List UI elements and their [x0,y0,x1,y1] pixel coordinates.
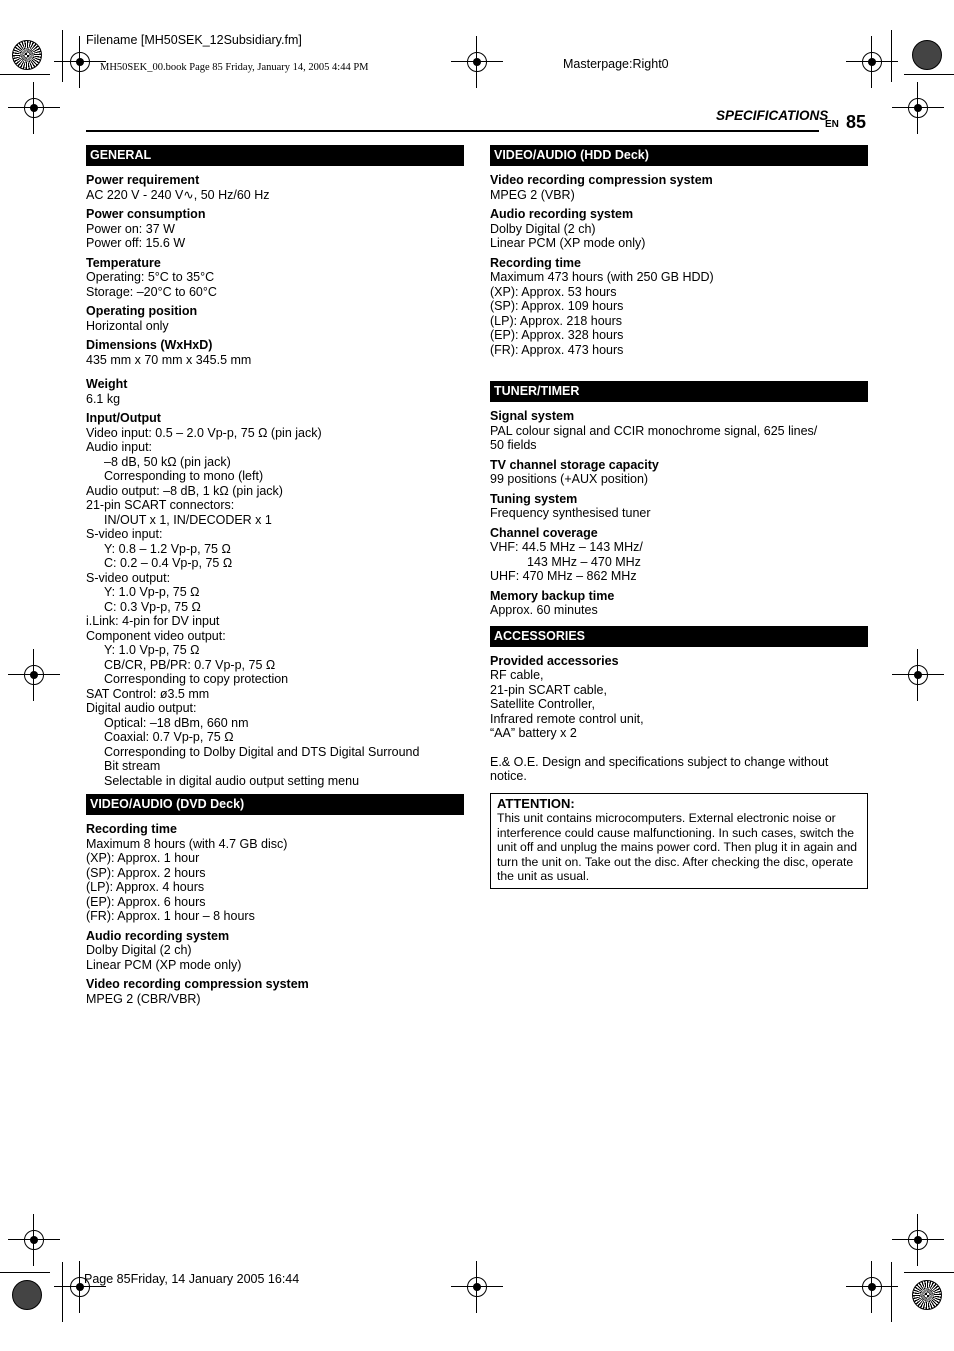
spec-label: TV channel storage capacity [490,457,659,472]
spec-value: 99 positions (+AUX position) [490,472,649,486]
spec-value: RF cable, [490,668,544,682]
registration-rosette-bottom-left [12,1280,42,1310]
crosshair-mark-top-right [856,46,888,78]
spec-label: Memory backup time [490,588,615,603]
right-column [490,145,868,889]
spec-value: PAL colour signal and CCIR monochrome signal, 625 lines/ [490,423,818,438]
spec-dvd-video-compression [86,977,464,1006]
spec-label: Recording time [490,255,581,270]
spec-value: Frequency synthesised tuner [490,506,651,520]
spec-label: Dimensions (WxHxD) [86,338,213,352]
spec-value: Horizontal only [86,318,169,333]
registration-rosette-bottom-right [912,1280,942,1310]
attention-title: ATTENTION: [497,795,575,811]
spec-value: Digital audio output: [86,701,197,715]
trim-mark [891,30,892,82]
spec-label: Audio recording system [86,928,230,943]
spec-value: C: 0.2 – 0.4 Vp-p, 75 Ω [104,556,233,570]
spec-label: Video recording compression system [490,173,713,187]
spec-value: Audio input: [86,440,153,454]
spec-value: (LP): Approx. 218 hours [490,313,623,328]
trim-mark [904,74,954,75]
header-rule [86,130,819,132]
spec-value: VHF: 44.5 MHz – 143 MHz/ [490,540,643,554]
filename-label: Filename [MH50SEK_12Subsidiary.fm] [86,33,302,47]
crosshair-mark-left-middle [18,659,50,691]
trim-mark [0,1272,50,1273]
spec-value: Maximum 473 hours (with 250 GB HDD) [490,270,714,284]
spec-value: Y: 1.0 Vp-p, 75 Ω [104,585,200,599]
masterpage-label: Masterpage:Right0 [563,57,669,71]
spec-value: (EP): Approx. 6 hours [86,894,206,909]
spec-value: S-video input: [86,527,163,541]
spec-value: Power on: 37 W [86,221,175,236]
spec-tuning-system [490,492,868,521]
page-number: 85 [846,112,867,132]
spec-label: Signal system [490,409,575,423]
crosshair-mark-bottom-center [461,1271,493,1303]
spec-value: IN/OUT x 1, IN/DECODER x 1 [104,512,272,527]
spec-value: (SP): Approx. 2 hours [86,865,206,880]
spec-value: 50 fields [490,438,537,452]
disclaimer-note: E.& O.E. Design and specifications subject to change without notice. [490,754,829,783]
spec-signal-system [490,409,868,453]
spec-value: Optical: –18 dBm, 660 nm [104,715,249,730]
spec-value: MPEG 2 (CBR/VBR) [86,991,201,1006]
spec-label: Channel coverage [490,525,598,540]
spec-provided-accessories [490,654,868,741]
spec-value: (XP): Approx. 1 hour [86,851,200,865]
spec-value: –8 dB, 50 kΩ (pin jack) [104,454,231,469]
spec-label: Operating position [86,304,198,318]
spec-value: SAT Control: ø3.5 mm [86,686,210,701]
language-code: EN [825,119,839,130]
spec-hdd-video-compression [490,173,868,202]
trim-mark [62,30,63,82]
book-info-label: MH50SEK_00.book Page 85 Friday, January 14, 2005 4:44 PM [100,62,369,73]
crosshair-mark-top-center [461,46,493,78]
spec-value: 143 MHz – 470 MHz [527,554,641,569]
spec-value: Bit stream [104,759,161,773]
crosshair-mark-right-middle [902,659,934,691]
spec-value: Corresponding to mono (left) [104,469,264,483]
spec-channel-coverage [490,526,868,584]
spec-value: Infrared remote control unit, [490,711,644,726]
spec-value: 21-pin SCART connectors: [86,498,235,512]
spec-value: MPEG 2 (VBR) [490,187,575,202]
spec-operating-position [86,304,464,333]
spec-label: Power consumption [86,207,206,221]
spec-value: Maximum 8 hours (with 4.7 GB disc) [86,836,288,851]
spec-label: Weight [86,377,128,391]
spec-power-requirement [86,173,464,202]
spec-value: Satellite Controller, [490,697,595,711]
section-heading-accessories: ACCESSORIES [490,626,868,647]
spec-value: Power off: 15.6 W [86,236,186,250]
crosshair-mark-bottom-right [856,1271,888,1303]
spec-value: Component video output: [86,628,226,643]
spec-value: Audio output: –8 dB, 1 kΩ (pin jack) [86,483,283,498]
spec-label: Audio recording system [490,207,634,221]
spec-value: AC 220 V - 240 V∿, 50 Hz/60 Hz [86,187,270,202]
spec-value: 21-pin SCART cable, [490,682,607,697]
spec-value: (SP): Approx. 109 hours [490,299,624,313]
spec-value: UHF: 470 MHz – 862 MHz [490,569,637,583]
running-header-title: SPECIFICATIONS [716,108,829,123]
spec-value: Y: 0.8 – 1.2 Vp-p, 75 Ω [104,541,231,556]
spec-weight [86,377,464,406]
spec-value: 6.1 kg [86,391,121,406]
spec-input-output [86,411,464,788]
crosshair-mark-left-top [18,92,50,124]
spec-value: (EP): Approx. 328 hours [490,328,624,342]
spec-value: Selectable in digital audio output setting menu [104,773,360,788]
trim-mark [891,1262,892,1322]
spec-value: Operating: 5°C to 35°C [86,270,215,284]
footer-page-info: Page 85Friday, 14 January 2005 16:44 [84,1272,300,1286]
spec-hdd-audio-system [490,207,868,251]
section-heading-hdd: VIDEO/AUDIO (HDD Deck) [490,145,868,166]
spec-label: Input/Output [86,411,161,425]
spec-memory-backup [490,589,868,618]
spec-label: Provided accessories [490,653,619,668]
crosshair-mark-left-bottom [18,1224,50,1256]
spec-value: Dolby Digital (2 ch) [86,943,192,957]
spec-label: Tuning system [490,491,578,506]
crosshair-mark-top-left [64,46,96,78]
spec-value: Corresponding to copy protection [104,672,289,686]
left-column [86,145,464,1011]
crosshair-mark-right-top [902,92,934,124]
attention-text: This unit contains microcomputers. External electronic noise or interference could cause malfunctioning. In such cases, switch the unit off and unplug the mains power cord. Then plug it in again and turn the unit on. Take out the disc. After checking the disc, operate the unit as usual. [497,811,858,883]
spec-value: (FR): Approx. 473 hours [490,342,624,357]
spec-hdd-recording-time [490,256,868,358]
spec-value: 435 mm x 70 mm x 345.5 mm [86,352,252,367]
attention-box [490,793,868,889]
spec-value: S-video output: [86,570,171,585]
spec-dvd-recording-time [86,822,464,924]
spec-dimensions [86,338,464,367]
spec-value: Storage: –20°C to 60°C [86,284,217,299]
spec-value: i.Link: 4-pin for DV input [86,614,220,628]
spec-label: Power requirement [86,173,200,187]
spec-value: CB/CR, PB/PR: 0.7 Vp-p, 75 Ω [104,657,276,672]
spec-temperature [86,256,464,300]
section-heading-tuner: TUNER/TIMER [490,381,868,402]
spec-value: Corresponding to Dolby Digital and DTS Digital Surround [104,744,420,759]
spec-value: “AA” battery x 2 [490,726,577,740]
spec-value: Linear PCM (XP mode only) [490,236,646,250]
section-heading-dvd: VIDEO/AUDIO (DVD Deck) [86,794,464,815]
trim-mark [62,1262,63,1322]
spec-value: (LP): Approx. 4 hours [86,880,205,894]
spec-channel-storage [490,458,868,487]
spec-dvd-audio-system [86,929,464,973]
spec-value: Video input: 0.5 – 2.0 Vp-p, 75 Ω (pin jack) [86,425,322,440]
spec-label: Recording time [86,822,177,836]
spec-value: Coaxial: 0.7 Vp-p, 75 Ω [104,730,234,744]
spec-power-consumption [86,207,464,251]
spec-value: (FR): Approx. 1 hour – 8 hours [86,909,255,923]
spec-label: Video recording compression system [86,977,309,991]
registration-rosette-top-right [912,40,942,70]
trim-mark [0,74,50,75]
registration-rosette-top-left [12,40,42,70]
spec-value: Dolby Digital (2 ch) [490,221,596,236]
crosshair-mark-right-bottom [902,1224,934,1256]
spec-value: Linear PCM (XP mode only) [86,957,242,972]
spec-value: C: 0.3 Vp-p, 75 Ω [104,599,201,614]
spec-value: (XP): Approx. 53 hours [490,284,617,299]
trim-mark [904,1272,954,1273]
spec-value: Approx. 60 minutes [490,603,598,617]
section-heading-general: GENERAL [86,145,464,166]
spec-label: Temperature [86,255,161,270]
spec-value: Y: 1.0 Vp-p, 75 Ω [104,643,200,657]
